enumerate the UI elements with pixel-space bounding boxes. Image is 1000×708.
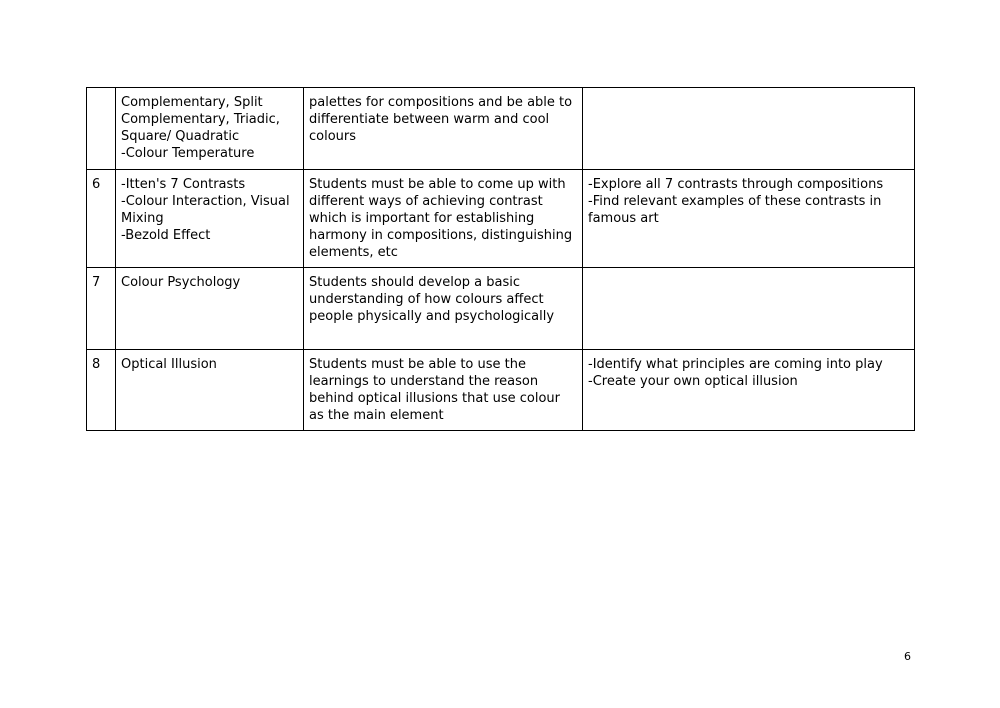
topic-cell [116, 350, 304, 431]
activity-cell [583, 88, 915, 170]
activity-line: -Explore all 7 contrasts through compositions [588, 177, 884, 192]
session-number-cell: 7 [87, 268, 116, 350]
topic-cell [116, 268, 304, 350]
activity-cell [583, 268, 915, 350]
topic-cell [116, 170, 304, 268]
session-number-cell: 8 [87, 350, 116, 431]
topic-line: Complementary, Split Complementary, Triadic, Square/ Quadratic [121, 95, 285, 144]
table-row [87, 268, 915, 350]
table-row [87, 170, 915, 268]
activity-line: -Create your own optical illusion [588, 374, 798, 389]
topic-line: -Colour Temperature [121, 146, 255, 161]
topic-line: -Colour Interaction, Visual Mixing [121, 194, 294, 226]
outcome-cell: palettes for compositions and be able to differentiate between warm and cool colours [304, 88, 583, 170]
outcome-cell: Students should develop a basic understanding of how colours affect people physically and psychologically [304, 268, 583, 350]
topic-cell [116, 88, 304, 170]
topic-line: Optical Illusion [121, 357, 217, 372]
session-number-cell [87, 88, 116, 170]
activity-line: -Identify what principles are coming into play [588, 357, 883, 372]
activity-cell [583, 170, 915, 268]
topic-line: Colour Psychology [121, 275, 241, 290]
outcome-cell: Students must be able to use the learnings to understand the reason behind optical illusions that use colour as the main element [304, 350, 583, 431]
topic-line: -Itten's 7 Contrasts [121, 177, 246, 192]
table-row [87, 88, 915, 170]
topic-line: -Bezold Effect [121, 228, 211, 243]
activity-line: -Find relevant examples of these contrasts in famous art [588, 194, 886, 226]
outcome-cell: Students must be able to come up with different ways of achieving contrast which is important for establishing harmony in compositions, distinguishing elements, etc [304, 170, 583, 268]
page-number: 6 [904, 650, 911, 663]
curriculum-table [86, 87, 915, 431]
activity-cell [583, 350, 915, 431]
session-number-cell: 6 [87, 170, 116, 268]
table-row [87, 350, 915, 431]
